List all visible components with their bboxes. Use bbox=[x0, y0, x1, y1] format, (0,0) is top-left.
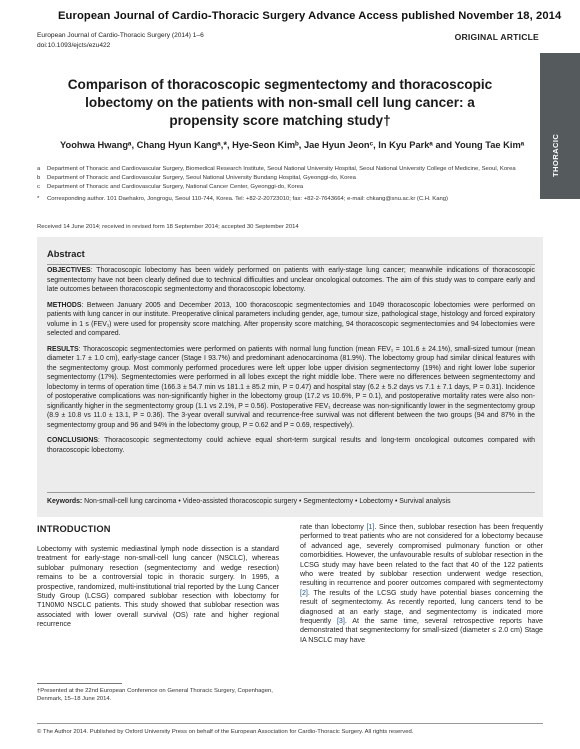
objectives-text: : Thoracoscopic lobectomy has been widely performed on patients with early-stage lung cancer; meanwhile indications of thoracoscopic segmentectomy have not been clearly defined due to technical difficulties and unclear oncological outcomes. The aim of this study was to compare early and late outcomes between thoracoscopic segmentectomy and thoracoscopic lobectomy. bbox=[47, 267, 535, 293]
affiliation-text: Department of Thoracic and Cardiovascular Surgery, National Cancer Center, Gyeonggi-do, Korea bbox=[47, 184, 304, 190]
abstract-methods bbox=[47, 301, 535, 339]
text-run: . At the same time, several retrospective reports have demonstrated that segmentectomy for small-sized (diameter ≤ 2.0 cm) Stage IA NSCLC may have bbox=[300, 617, 543, 644]
affiliation-b bbox=[37, 174, 527, 182]
introduction-paragraph: Lobectomy with systemic mediastinal lymph node dissection is a standard treatment for early-stage non-small-cell lung cancer (NSCLC), whereas sublobar pulmonary resection (segmentectomy and wedge resection) remains to be a controversial topic in thoracic surgery. In 1995, a prospective, randomized, multi-institutional trial reported by the Lung Cancer Study Group (LCSG) compared sublobar resection with lobectomy for T1N0M0 NSCLC patients. This study showed that sublobar resection was associated with lower overall survival (OS) rate and higher regional recurrence bbox=[37, 545, 279, 629]
citation-link-1[interactable]: [1] bbox=[366, 523, 375, 531]
results-heading: RESULTS bbox=[47, 345, 79, 353]
advance-access-banner: European Journal of Cardio-Thoracic Surgery Advance Access published November 18, 2014 bbox=[58, 10, 562, 22]
introduction-left-column bbox=[37, 545, 279, 630]
objectives-heading: OBJECTIVES bbox=[47, 267, 91, 274]
affiliation-a bbox=[37, 165, 527, 173]
abstract-heading: Abstract bbox=[47, 249, 85, 259]
section-tab bbox=[540, 53, 580, 199]
corresponding-author bbox=[37, 195, 527, 203]
affiliations bbox=[37, 165, 527, 204]
introduction-heading: INTRODUCTION bbox=[37, 524, 111, 534]
corresponding-text: Corresponding author. 101 Daehakro, Jongrogu, Seoul 110-744, Korea. Tel: +82-2-20723010; fax: +82-2-7643664; e-mail: chkang@snu.ac.kr (C.H. Kang) bbox=[47, 196, 449, 202]
keywords bbox=[47, 498, 535, 505]
abstract-results bbox=[47, 345, 535, 431]
footnote-rule bbox=[37, 683, 122, 684]
copyright-rule bbox=[37, 723, 543, 724]
methods-heading: METHODS bbox=[47, 301, 82, 309]
text-run: rate than lobectomy bbox=[300, 523, 367, 531]
doi: doi:10.1093/ejcts/ezu422 bbox=[37, 42, 111, 49]
copyright-notice: © The Author 2014. Published by Oxford University Press on behalf of the European Association for Cardio-Thoracic Surgery. All rights reserved. bbox=[37, 729, 414, 735]
affiliation-label: c bbox=[37, 184, 40, 190]
corresponding-label: * bbox=[37, 196, 40, 202]
affiliation-label: b bbox=[37, 175, 41, 181]
text-run: . Since then, sublobar resection has been frequently performed to treat patients who are not considered for a lobectomy because of advanced age, severely compromised pulmonary function or other comorbidities. However, the unfavourable results of sublobar resection in the LCSG study may have been related to the fact that 40 of the 122 patients who were treated by sublobar resection underwent wedge resection, resulting in recurrence and poorer outcomes compared with segmentectomy bbox=[300, 523, 544, 588]
keywords-heading: Keywords: bbox=[47, 498, 83, 505]
received-dates: Received 14 June 2014; received in revised form 18 September 2014; accepted 30 September 2014 bbox=[37, 224, 299, 230]
abstract-divider-top bbox=[47, 264, 535, 265]
affiliation-label: a bbox=[37, 166, 41, 172]
abstract-conclusions bbox=[47, 436, 535, 455]
conclusions-heading: CONCLUSIONS bbox=[47, 437, 98, 444]
text-run: . The results of the LCSG study have potential biases concerning the result of segmentectomy. As recently reported, lung cancers tend to be diagnosed at an early stage, and segmentectomy is indicated more frequently bbox=[300, 588, 543, 626]
keywords-text: Non-small-cell lung carcinoma • Video-assisted thoracoscopic surgery • Segmentectomy • Lobectomy • Survival analysis bbox=[82, 498, 451, 505]
abstract-divider-bottom bbox=[47, 492, 535, 493]
footnote: †Presented at the 22nd European Conference on General Thoracic Surgery, Copenhagen, Denmark, 15–18 June 2014. bbox=[37, 688, 273, 702]
introduction-paragraph-continued bbox=[300, 523, 543, 645]
section-tab-label: THORACIC bbox=[551, 133, 560, 177]
methods-text: : Between January 2005 and December 2013, 100 thoracoscopic segmentectomies and 1049 thoracoscopic lobectomies were performed on patients with lung cancer in our institute. Preoperative clinical parameters including gender, age, tumour size, pathological stage, histology and forced expiratory volume in 1 s (FEV₁) were used for propensity score matching. After propensity score matching, 94 thoracoscopic segmentectomies and 94 lobectomies were selected and compared. bbox=[47, 301, 535, 337]
affiliation-text: Department of Thoracic and Cardiovascular Surgery, Seoul National University Bundang Hospital, Gyeonggi-do, Korea bbox=[47, 175, 356, 181]
author-list: Yoohwa Hwangᵃ, Chang Hyun Kangᵃ,*, Hye-Seon Kimᵇ, Jae Hyun Jeonᶜ, In Kyu Parkᵃ and Young Tae Kimᵃ bbox=[60, 140, 525, 150]
abstract-objectives bbox=[47, 266, 535, 295]
citation-link-2[interactable]: [2] bbox=[300, 588, 308, 597]
journal-citation: European Journal of Cardio-Thoracic Surgery (2014) 1–6 bbox=[37, 32, 204, 39]
citation-link-3[interactable]: [3] bbox=[336, 617, 345, 626]
article-type: ORIGINAL ARTICLE bbox=[454, 32, 539, 42]
introduction-right-column bbox=[300, 523, 543, 645]
abstract-body bbox=[47, 266, 535, 461]
affiliation-c bbox=[37, 183, 527, 191]
results-text: : Thoracoscopic segmentectomies were performed on patients with normal lung function (mean FEV₁ = 101.6 ± 24.1%), small-sized tumour (mean diameter 1.7 ± 1.0 cm), early-stage cancer (Stage I 93.7%) and predominant adenocarcinoma (81.9%). The lobectomy group had similar clinical features with the segmentectomy group. Most commonly performed procedures were left upper lobe upper division segmentectomy (19%) and right lower lobe superior segmentectomy (17%). Segmentectomies were performed in all lobes except the right middle lobe. There were no differences between segmentectomy and lobectomy in terms of operation time (166.3 ± 54.7 min vs 181.1 ± 85.2 min, P = 0.47) and hospital stay (6.2 ± 5.2 days vs 7.1 ± 7.1 days, P = 0.31). Incidence of postoperative complications was non-significantly higher in the lobectomy group (17.2 vs 10.6%, P = 0.1), and postoperative mortality rates were also non-significantly higher in the segmentectomy group (1.1 vs 2.1%, P = 0.56). Postoperative FEV₁ decrease was non-significantly lower in the segmentectomy group (8.9 ± 10.8 vs 11.0 ± 13.1, P = 0.36). The 3-year overall survival and recurrence-free survival was not different between the two groups (94 and 87% in the segmentectomy group and 96 and 94% in the lobectomy group, P = 0.62 and P = 0.69, respectively). bbox=[47, 345, 535, 429]
conclusions-text: : Thoracoscopic segmentectomy could achieve equal short-term surgical results and long-term oncological outcomes compared with thoracoscopic lobectomy. bbox=[47, 437, 535, 454]
article-title: Comparison of thoracoscopic segmentectomy and thoracoscopic lobectomy on the patients with non-small cell lung cancer: a propensity score matching study† bbox=[67, 77, 493, 128]
affiliation-text: Department of Thoracic and Cardiovascular Surgery, Biomedical Research Institute, Seoul National University Hospital, Seoul National University College of Medicine, Seoul, Korea bbox=[47, 166, 516, 172]
